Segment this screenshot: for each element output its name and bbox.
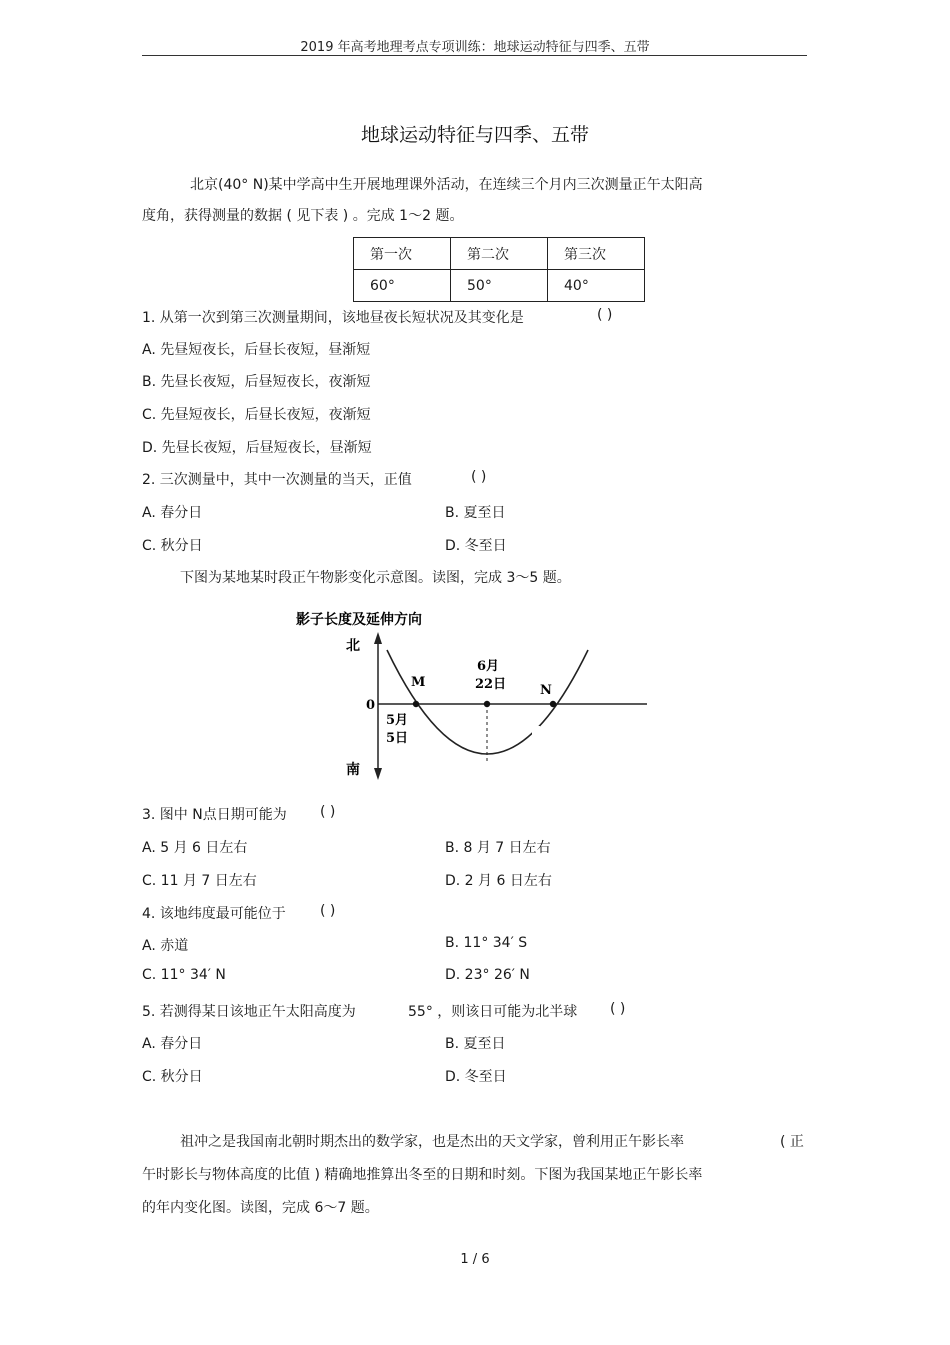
label-m: M: [411, 675, 426, 690]
document-title: 地球运动特征与四季、五带: [360, 124, 589, 146]
label-june-month: 6月: [477, 659, 500, 674]
figure-intro: 下图为某地某时段正午物影变化示意图。读图，完成 3～5 题。: [180, 570, 571, 586]
table-header-row: [354, 238, 645, 270]
question-1-stem: 1. 从第一次到第三次测量期间，该地昼夜长短状况及其变化是: [142, 310, 524, 326]
intro-3-line-3: 的年内变化图。读图，完成 6～7 题。: [142, 1200, 379, 1216]
question-4-option-b: B. 11° 34′ S: [445, 935, 528, 951]
intro-3-line-1-paren: ( 正: [780, 1134, 804, 1150]
label-n: N: [540, 683, 552, 698]
question-1-option-c: C. 先昼短夜长，后昼长夜短，夜渐短: [142, 407, 371, 423]
table-value-cell: 50°: [451, 270, 548, 302]
north-label: 北: [346, 638, 360, 654]
curve-gap: [532, 726, 540, 736]
question-5-option-b: B. 夏至日: [445, 1036, 506, 1052]
question-2-option-a: A. 春分日: [142, 505, 203, 521]
question-2-option-d: D. 冬至日: [445, 538, 507, 554]
table-header-cell: 第三次: [548, 238, 645, 270]
question-3-option-b: B. 8 月 7 日左右: [445, 840, 551, 856]
question-2-answer-blank: ( ): [471, 469, 487, 485]
table-header-cell: 第二次: [451, 238, 548, 270]
question-4-option-c: C. 11° 34′ N: [142, 967, 226, 983]
question-4-stem: 4. 该地纬度最可能位于: [142, 906, 286, 922]
question-3-stem: 3. 图中 N点日期可能为: [142, 807, 287, 823]
figure-title: 影子长度及延伸方向: [296, 612, 422, 628]
label-may-month: 5月: [386, 713, 409, 728]
question-3-option-c: C. 11 月 7 日左右: [142, 873, 257, 889]
label-june-day: 22日: [475, 677, 507, 692]
label-may-day: 5日: [386, 731, 409, 746]
question-1-option-d: D. 先昼长夜短，后昼短夜长，昼渐短: [142, 440, 372, 456]
question-5-option-a: A. 春分日: [142, 1036, 203, 1052]
intro-3-line-1: 祖冲之是我国南北朝时期杰出的数学家，也是杰出的天文学家，曾利用正午影长率: [180, 1134, 684, 1150]
question-4-option-a: A. 赤道: [142, 938, 189, 954]
question-4-option-d: D. 23° 26′ N: [445, 967, 530, 983]
intro-line-1: 北京(40° N)某中学高中生开展地理课外活动，在连续三个月内三次测量正午太阳高: [190, 177, 703, 193]
zero-label: 0: [366, 698, 376, 713]
question-5-stem: 5. 若测得某日该地正午太阳高度为: [142, 1004, 356, 1020]
table-value-row: [354, 270, 645, 302]
page-header: 2019 年高考地理考点专项训练：地球运动特征与四季、五带: [300, 40, 650, 55]
question-5-condition: 55° ，则该日可能为北半球: [408, 1004, 578, 1020]
measurement-table: [353, 237, 645, 302]
question-3-option-a: A. 5 月 6 日左右: [142, 840, 248, 856]
intro-3-line-2: 午时影长与物体高度的比值 ) 精确地推算出冬至的日期和时刻。下图为我国某地正午影长率: [142, 1167, 703, 1183]
table-header-cell: 第一次: [354, 238, 451, 270]
table-value-cell: 60°: [354, 270, 451, 302]
page-number: 1 / 6: [460, 1252, 490, 1267]
question-3-option-d: D. 2 月 6 日左右: [445, 873, 552, 889]
question-3-answer-blank: ( ): [320, 804, 336, 820]
table-value-cell: 40°: [548, 270, 645, 302]
question-1-option-a: A. 先昼短夜长，后昼长夜短，昼渐短: [142, 342, 371, 358]
point-m: [413, 701, 419, 707]
question-5-option-c: C. 秋分日: [142, 1069, 203, 1085]
point-june-22: [484, 701, 490, 707]
question-1-answer-blank: ( ): [597, 307, 613, 323]
question-1-option-b: B. 先昼长夜短，后昼短夜长，夜渐短: [142, 374, 371, 390]
header-divider: [142, 55, 807, 56]
south-arrow-icon: [374, 768, 382, 780]
shadow-diagram: [290, 600, 670, 790]
question-2-option-c: C. 秋分日: [142, 538, 203, 554]
question-4-answer-blank: ( ): [320, 903, 336, 919]
point-n: [550, 701, 556, 707]
question-2-stem: 2. 三次测量中，其中一次测量的当天，正值: [142, 472, 412, 488]
south-label: 南: [346, 762, 360, 778]
question-5-answer-blank: ( ): [610, 1001, 626, 1017]
question-5-option-d: D. 冬至日: [445, 1069, 507, 1085]
intro-line-2: 度角，获得测量的数据 ( 见下表 ) 。完成 1～2 题。: [142, 208, 464, 224]
question-2-option-b: B. 夏至日: [445, 505, 506, 521]
north-arrow-icon: [374, 632, 382, 644]
